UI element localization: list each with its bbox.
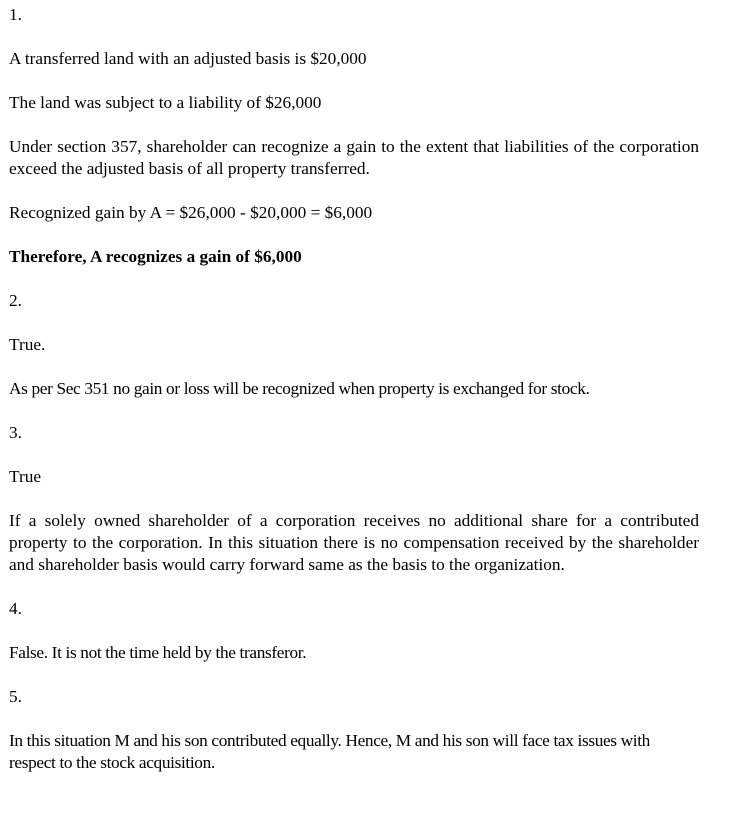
answer-3-number: 3. <box>9 423 22 442</box>
answer-1-paragraph-3: Under section 357, shareholder can recognize a gain to the extent that liabilities of the corporation exceed the adjusted basis of all property transferred. <box>9 137 699 178</box>
answer-1-paragraph-4: Recognized gain by A = $26,000 - $20,000 = $6,000 <box>9 203 373 222</box>
answer-2-paragraph-2: As per Sec 351 no gain or loss will be recognized when property is exchanged for stock. <box>9 379 590 398</box>
answer-1-number: 1. <box>9 5 22 24</box>
answer-1-conclusion: Therefore, A recognizes a gain of $6,000 <box>9 247 302 266</box>
answer-1-paragraph-2: The land was subject to a liability of $26,000 <box>9 93 322 112</box>
answer-5-number: 5. <box>9 687 22 706</box>
document-body <box>9 4 699 774</box>
answer-2-paragraph-1: True. <box>9 335 46 354</box>
answer-4-paragraph-1: False. It is not the time held by the transferor. <box>9 643 307 662</box>
answer-5-paragraph-1: In this situation M and his son contributed equally. Hence, M and his son will face tax issues with respect to the stock acquisition. <box>9 731 650 772</box>
answer-4-number: 4. <box>9 599 22 618</box>
answer-1-paragraph-1: A transferred land with an adjusted basis is $20,000 <box>9 49 367 68</box>
answer-2-number: 2. <box>9 291 22 310</box>
answer-3-paragraph-2: If a solely owned shareholder of a corporation receives no additional share for a contributed property to the corporation. In this situation there is no compensation received by the shareholder and shareholder basis would carry forward same as the basis to the organization. <box>9 511 699 574</box>
answer-3-paragraph-1: True <box>9 467 42 486</box>
